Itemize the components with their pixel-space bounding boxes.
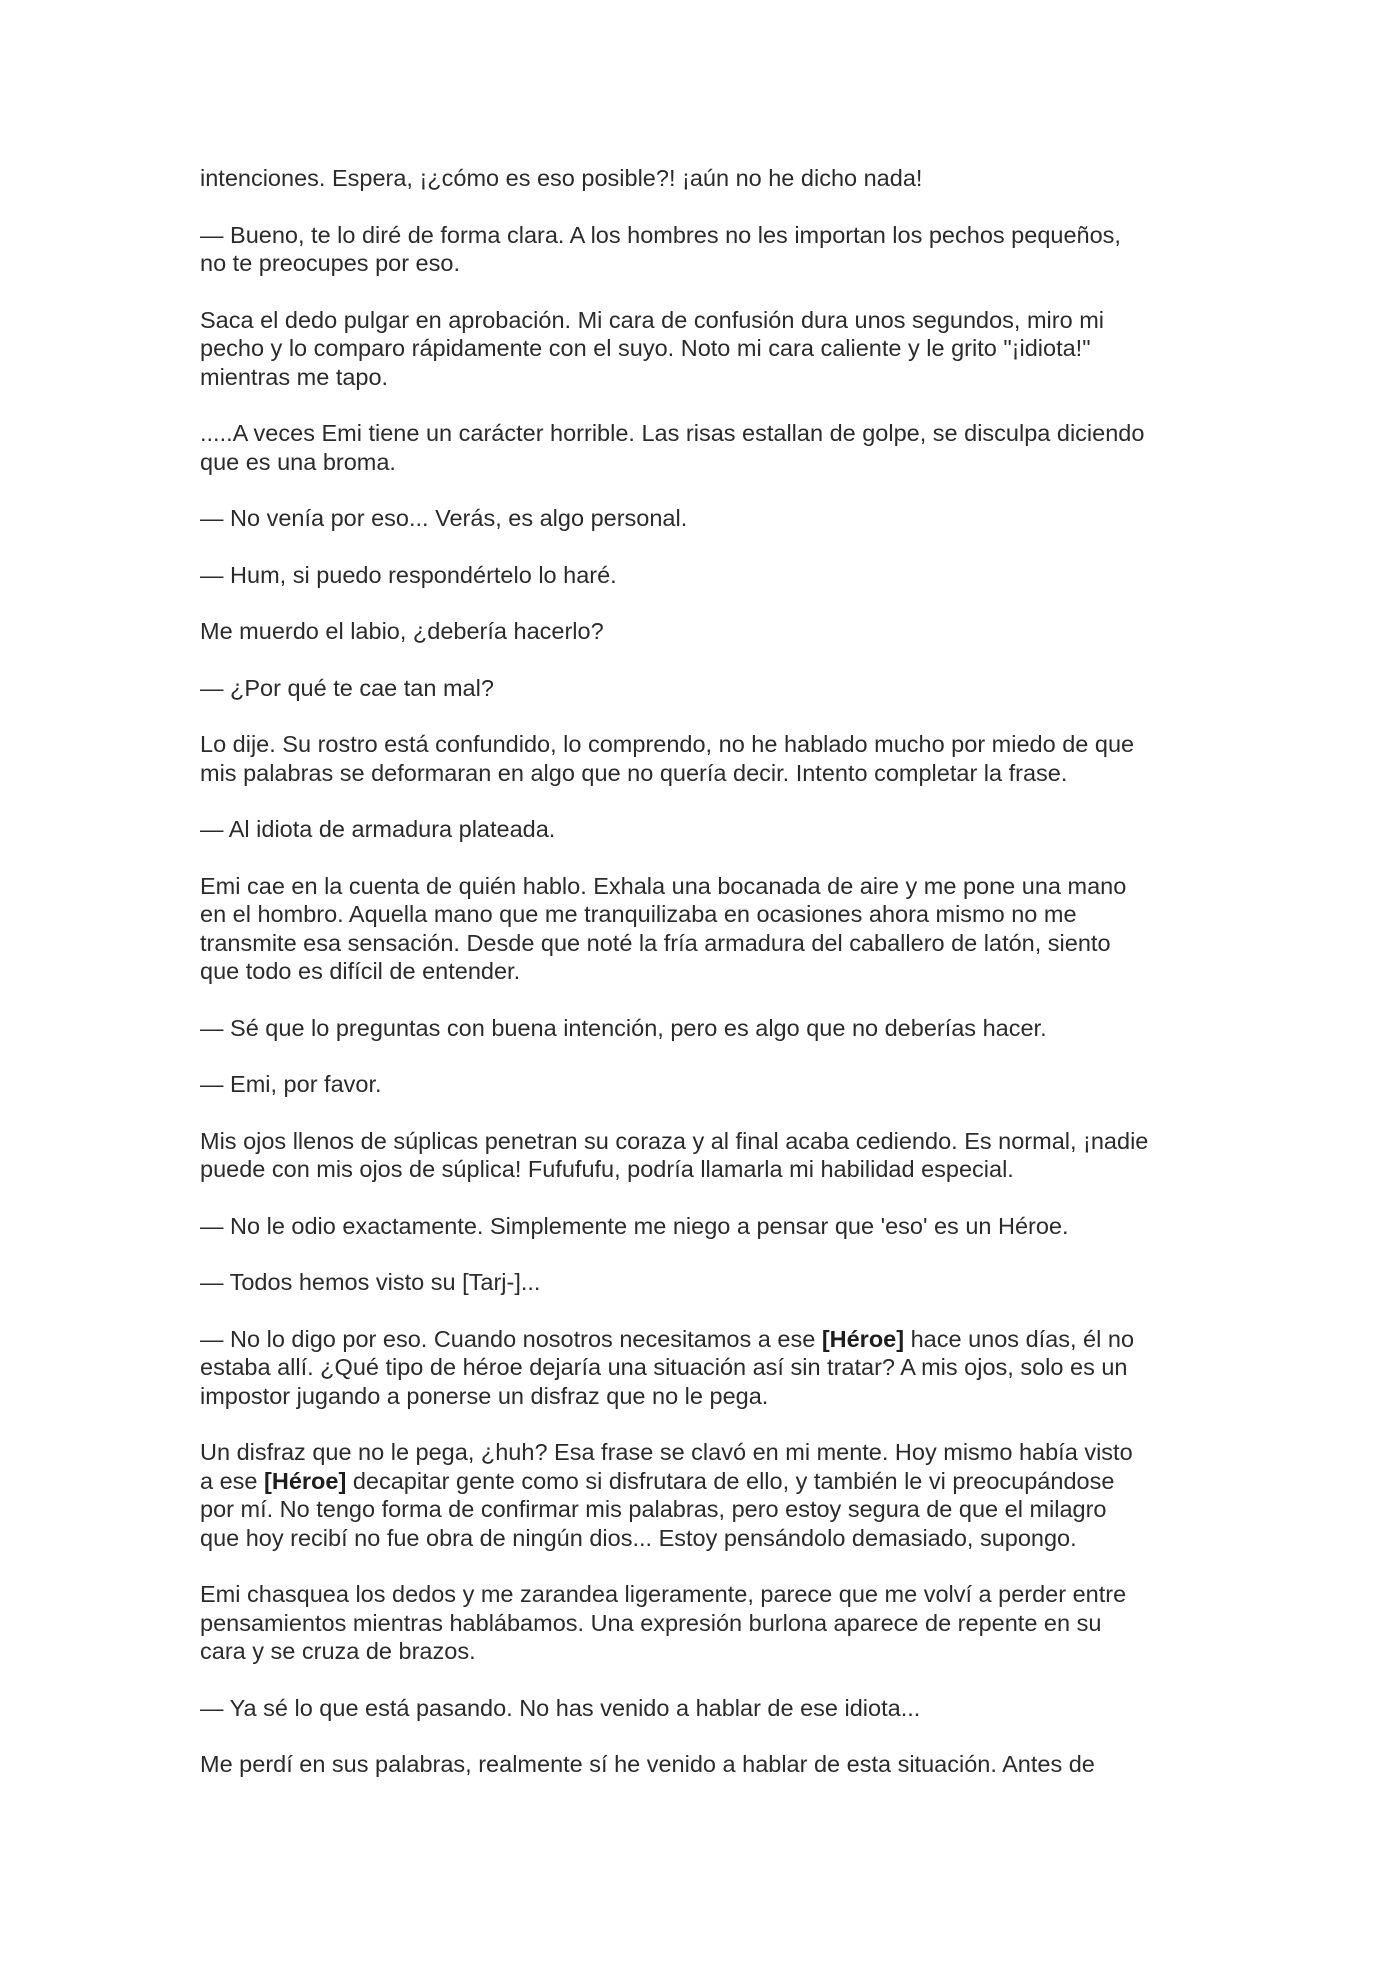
text-line: mientras me tapo. [200,363,389,390]
bold-term: [Héroe] [821,1325,905,1352]
paragraph-19 [200,1580,1210,1666]
text-line: Un disfraz que no le pega, ¿huh? Esa frase se clavó en mi mente. Hoy mismo había visto [200,1439,1133,1465]
bold-term: [Héroe] [264,1467,347,1494]
document-page [200,164,1210,1807]
text-line: pecho y lo comparo rápidamente con el suyo. Noto mi cara caliente y le grito "¡idiota!" [200,335,1091,361]
text-line: — No venía por eso... Verás, es algo personal. [200,505,688,531]
text-line: por mí. No tengo forma de confirmar mis palabras, pero estoy segura de que el milagro [200,1496,1107,1522]
text-line: que hoy recibí no fue obra de ningún dios... Estoy pensándolo demasiado, supongo. [200,1524,1077,1551]
text-line: pensamientos mientras hablábamos. Una expresión burlona aparece de repente en su [200,1609,1102,1636]
text-line: — Sé que lo preguntas con buena intención, pero es algo que no deberías hacer. [200,1014,1047,1041]
text-line: Emi chasquea los dedos y me zarandea ligeramente, parece que me volví a perder entre [200,1581,1127,1607]
text-line: Emi cae en la cuenta de quién hablo. Exhala una bocanada de aire y me pone una mano [200,872,1127,899]
paragraph-7 [200,617,1210,646]
text-line: mis palabras se deformaran en algo que no quería decir. Intento completar la frase. [200,759,1068,786]
text-segment: decapitar gente como si disfrutara de ello, y también le vi preocupándose [346,1467,1115,1494]
text-line: no te preocupes por eso. [200,250,460,276]
paragraph-9 [200,730,1210,787]
text-line: que es una broma. [200,448,396,475]
paragraph-12 [200,1014,1210,1043]
text-line: en el hombro. Aquella mano que me tranquilizaba en ocasiones ahora mismo no me [200,901,1077,927]
text-line: intenciones. Espera, ¡¿cómo es eso posible?! ¡aún no he dicho nada! [200,165,923,191]
paragraph-11 [200,872,1210,986]
text-line: Lo dije. Su rostro está confundido, lo comprendo, no he hablado mucho por miedo de que [200,731,1135,757]
paragraph-1 [200,164,1210,193]
text-segment: hace unos días, él no [904,1325,1135,1352]
text-line: Mis ojos llenos de súplicas penetran su coraza y al final acaba cediendo. Es normal, ¡nadie [200,1127,1149,1154]
paragraph-8 [200,674,1210,703]
text-line: — Emi, por favor. [200,1071,382,1097]
paragraph-20 [200,1694,1210,1723]
text-line: Me muerdo el labio, ¿debería hacerlo? [200,618,604,644]
text-line: estaba allí. ¿Qué tipo de héroe dejaría una situación así sin tratar? A mis ojos, solo es un [200,1354,1128,1380]
text-segment: — No lo digo por eso. Cuando nosotros necesitamos a ese [200,1325,822,1352]
text-line: .....A veces Emi tiene un carácter horrible. Las risas estallan de golpe, se disculpa diciendo [200,420,1145,446]
paragraph-10 [200,815,1210,844]
text-line: — Todos hemos visto su [Tarj-]... [200,1269,541,1295]
text-line: — Ya sé lo que está pasando. No has venido a hablar de ese idiota... [200,1694,921,1721]
paragraph-15 [200,1212,1210,1241]
text-segment: a ese [200,1467,265,1494]
paragraph-6 [200,561,1210,590]
text-line: — ¿Por qué te cae tan mal? [200,674,494,701]
text-line: cara y se cruza de brazos. [200,1638,476,1664]
paragraph-14 [200,1127,1210,1184]
paragraph-17 [200,1325,1210,1411]
text-line: — No le odio exactamente. Simplemente me niego a pensar que 'eso' es un Héroe. [200,1212,1069,1239]
paragraph-5 [200,504,1210,533]
text-line: Saca el dedo pulgar en aprobación. Mi cara de confusión dura unos segundos, miro mi [200,306,1104,333]
text-line: — Hum, si puedo respondértelo lo haré. [200,561,617,588]
text-line: impostor jugando a ponerse un disfraz que no le pega. [200,1382,769,1409]
paragraph-4 [200,419,1210,476]
paragraph-16 [200,1268,1210,1297]
text-line: transmite esa sensación. Desde que noté la fría armadura del caballero de latón, siento [200,929,1111,956]
paragraph-2 [200,221,1210,278]
text-line: — Al idiota de armadura plateada. [200,816,556,842]
paragraph-18 [200,1438,1210,1552]
text-line: — Bueno, te lo diré de forma clara. A los hombres no les importan los pechos pequeños, [200,221,1121,248]
text-line: puede con mis ojos de súplica! Fufufufu, podría llamarla mi habilidad especial. [200,1156,1014,1182]
paragraph-21 [200,1750,1210,1779]
paragraph-13 [200,1070,1210,1099]
paragraph-3 [200,306,1210,392]
text-line: que todo es difícil de entender. [200,958,521,984]
text-line: Me perdí en sus palabras, realmente sí he venido a hablar de esta situación. Antes de [200,1751,1095,1777]
